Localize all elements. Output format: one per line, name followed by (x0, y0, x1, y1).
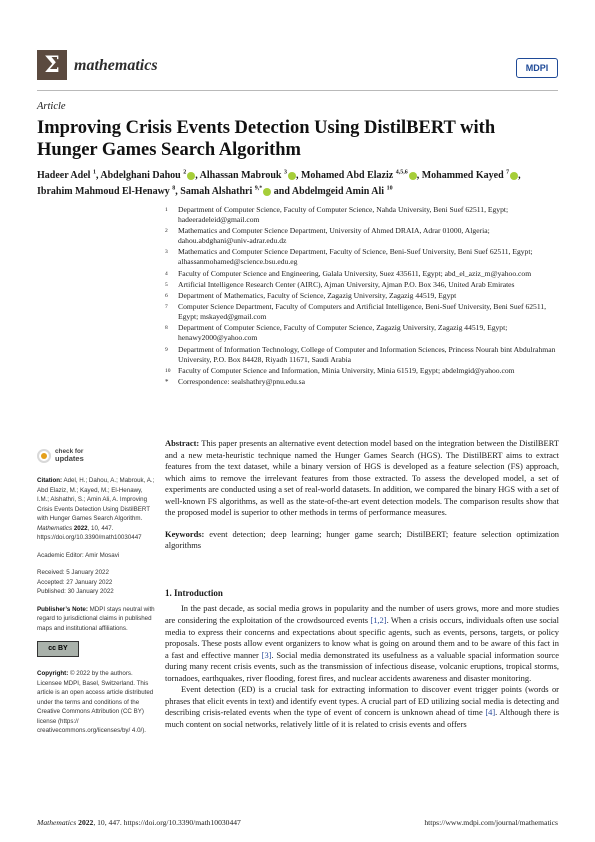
article-type: Article (37, 101, 66, 112)
affiliation-item: 1 Department of Computer Science, Faculty of Computer Science, Nahda University, Beni Suef 62511, Egypt; hadeeradeleid@gmail.com (165, 205, 509, 224)
paragraph: Event detection (ED) is a crucial task for extracting information to discover event trigger points (words or phrases that elicit events in text) and identify event types. A crucial part of ED utilizing social media is detecting and describing crisis-related events when the type of event of concern is unknown ahead of time [4]. Although there is much content on social networks, relatively little of it is related to crisis events and offers (165, 684, 559, 729)
footer-url[interactable]: https://www.mdpi.com/journal/mathematics (424, 818, 558, 827)
publisher-logo: MDPI (516, 58, 558, 78)
author-line-1: Hadeer Adel $^1$, Abdelghani Dahou $^2$ , Alhassan Mabrouk $^3$ , Mohamed Abd Elaziz $^{4,5,6}$ , Mohammed Kayed $^7$ , (37, 169, 521, 181)
header-divider (37, 90, 558, 91)
affiliation-item: 4 Faculty of Computer Science and Engineering, Galala University, Suez 435611, Egypt; abd_el_aziz_m@yahoo.com (165, 268, 532, 278)
footer-citation: Mathematics 2022, 10, 447. https://doi.org/10.3390/math10030447 (37, 818, 241, 827)
author-name: Alhassan Mabrouk $^3$ (200, 170, 296, 181)
affiliation-item: 2 Mathematics and Computer Science Department, University of Ahmed DRAIA, Adrar 01000, Algeria; dahou.abdghani@univ-adrar.edu.dz (165, 226, 490, 246)
author-name: Samah Alshathri $^{9,*}$ (180, 186, 271, 197)
journal-logo: Σ (37, 50, 67, 80)
journal-name: mathematics (74, 57, 158, 74)
affiliation-item: 3 Mathematics and Computer Science Department, Faculty of Science, Beni-Suef University, Beni Suef 62511, Egypt; alhassanmohamed@science.bsu.edu.eg (165, 247, 533, 267)
abstract: Abstract: This paper presents an alternative event detection model based on the integration between the DistilBERT and a new meta-heuristic technique named the Hunger Games Search (HGS). The DistilBERT aims to extract features from the text dataset, while a binary version of HGS is developed as a feature selection (FS) approach, which aims to remove the irrelevant features from those extracted. To assess the developed model, a set of experiments are conducted using a set of real-world datasets. In addition, we compared the binary HGS with a set of well-known FS algorithms, as well as the state-of-the-art event detection models. The comparison results show that the proposed model is superior to other methods in terms of performance measures. (165, 438, 559, 518)
affiliation-item: 7 Computer Science Department, Faculty of Computers and Artificial Intelligence, Beni-Suef University, Beni Suef 62511, Egypt; mskayed@gmail.com (165, 302, 547, 322)
affiliation-item: 6 Department of Mathematics, Faculty of Science, Zagazig University, Zagazig 44519, Egypt (165, 290, 457, 300)
orcid-icon[interactable] (409, 172, 417, 180)
affiliation-item: 10 Faculty of Computer Science and Information, Minia University, Minia 61519, Egypt; abdelmgid@yahoo.com (165, 365, 515, 375)
affiliation-item: 5 Artificial Intelligence Research Center (AIRC), Ajman University, Ajman P.O. Box 346, United Arab Emirates (165, 279, 515, 289)
citation-doi-link[interactable]: , 10, 447. https://doi.org/10.3390/math10030447 (37, 524, 142, 541)
author-name: Ibrahim Mahmoud El-Henawy $^8$ (37, 185, 176, 197)
publisher-note: Publisher’s Note: MDPI stays neutral with regard to jurisdictional claims in published maps and institutional affiliations. (37, 605, 155, 632)
citation-link[interactable]: [3] (261, 649, 272, 660)
affiliation-item: 9 Department of Information Technology, College of Computer and Information Sciences, Princess Nourah bint Abdulrahman University, P.O. Box 84428, Riyadh 11671, Saudi Arabia (165, 344, 556, 364)
sidebar-info (37, 476, 156, 744)
author-name: Abdelmgeid Amin Ali $^{10}$ (291, 185, 393, 197)
copyright: Copyright: © 2022 by the authors. Licensee MDPI, Basel, Switzerland. This article is an open access article distributed under the terms and conditions of the Creative Commons Attribution (CC BY) license (https:// creativecommons.org/licenses/by/ 4.0/). (37, 670, 154, 734)
check-updates-label[interactable]: check for updates (55, 448, 84, 463)
cc-by-license-icon[interactable]: cc BY (37, 641, 79, 657)
main-text (165, 438, 559, 730)
keywords: Keywords: event detection; deep learning; hunger game search; DistilBERT; feature selection optimization algorithms (165, 528, 560, 551)
paragraph: In the past decade, as social media grows in popularity and the number of users grows, more and more studies are considering the exploitation of the crowdsourced events [1,2]. When a crisis occurs, individuals often use social media to express their concerns and expectations about specific agents, such as events, persons, targets, or policy proposals. These posts allow event organizers to know what is going on around them and to be aware of this fact in a fast and effective manner [3]. Social media demonstrated its usefulness as a valuable spacial information source during many recent crisis events, such as the transmission of infectious disease, volcanic eruptions, tropical storms, tornadoes, earthquakes, river flooding, forest fires, and nuclear accidents awareness and disaster monitoring. (165, 603, 560, 683)
orcid-icon[interactable] (263, 188, 271, 196)
affiliations (165, 205, 560, 388)
affiliation-item: * Correspondence: sealshathry@pnu.edu.sa (165, 376, 305, 386)
section-heading: 1. Introduction (165, 587, 223, 598)
author-name: Mohammed Kayed $^7$ (422, 170, 518, 181)
affiliation-item: 8 Department of Computer Science, Faculty of Computer Science, Zagazig University, Zagazig 44519, Egypt; henawy2000@yahoo.com (165, 323, 508, 343)
paper-title: Improving Crisis Events Detection Using DistilBERT with Hunger Games Search Algorithm (37, 118, 496, 160)
check-updates-icon[interactable] (37, 449, 51, 463)
author-name: Mohamed Abd Elaziz $^{4,5,6}$ (301, 170, 417, 181)
citation-link[interactable]: [4] (485, 707, 496, 718)
orcid-icon[interactable] (187, 172, 195, 180)
orcid-icon[interactable] (288, 172, 296, 180)
orcid-icon[interactable] (510, 172, 518, 180)
dates: Received: 5 January 2022 Accepted: 27 January 2022 Published: 30 January 2022 (37, 569, 114, 595)
academic-editor: Academic Editor: Amir Mosavi (37, 551, 120, 559)
citation-link[interactable]: [1,2] (370, 615, 387, 626)
author-line-2: Ibrahim Mahmoud El-Henawy $^8$, Samah Alshathri $^{9,*}$ and Abdelmgeid Amin Ali $^{10}$ (37, 185, 393, 197)
author-name: Hadeer Adel $^1$ (37, 169, 96, 181)
citation: Citation: Adel, H.; Dahou, A.; Mabrouk, A.; Abd Elaziz, M.; Kayed, M.; El-Henawy, I.M.; Alshathri, S.; Amin Ali, A. Improving Crisis Events Detection Using DistilBERT with Hunger Games Search Algorithm. Mathematics 2022, 10, 447. https://doi.org/10.3390/math10030447 (37, 477, 155, 541)
author-list (37, 168, 558, 200)
author-name: Abdelghani Dahou $^2$ (100, 170, 195, 181)
